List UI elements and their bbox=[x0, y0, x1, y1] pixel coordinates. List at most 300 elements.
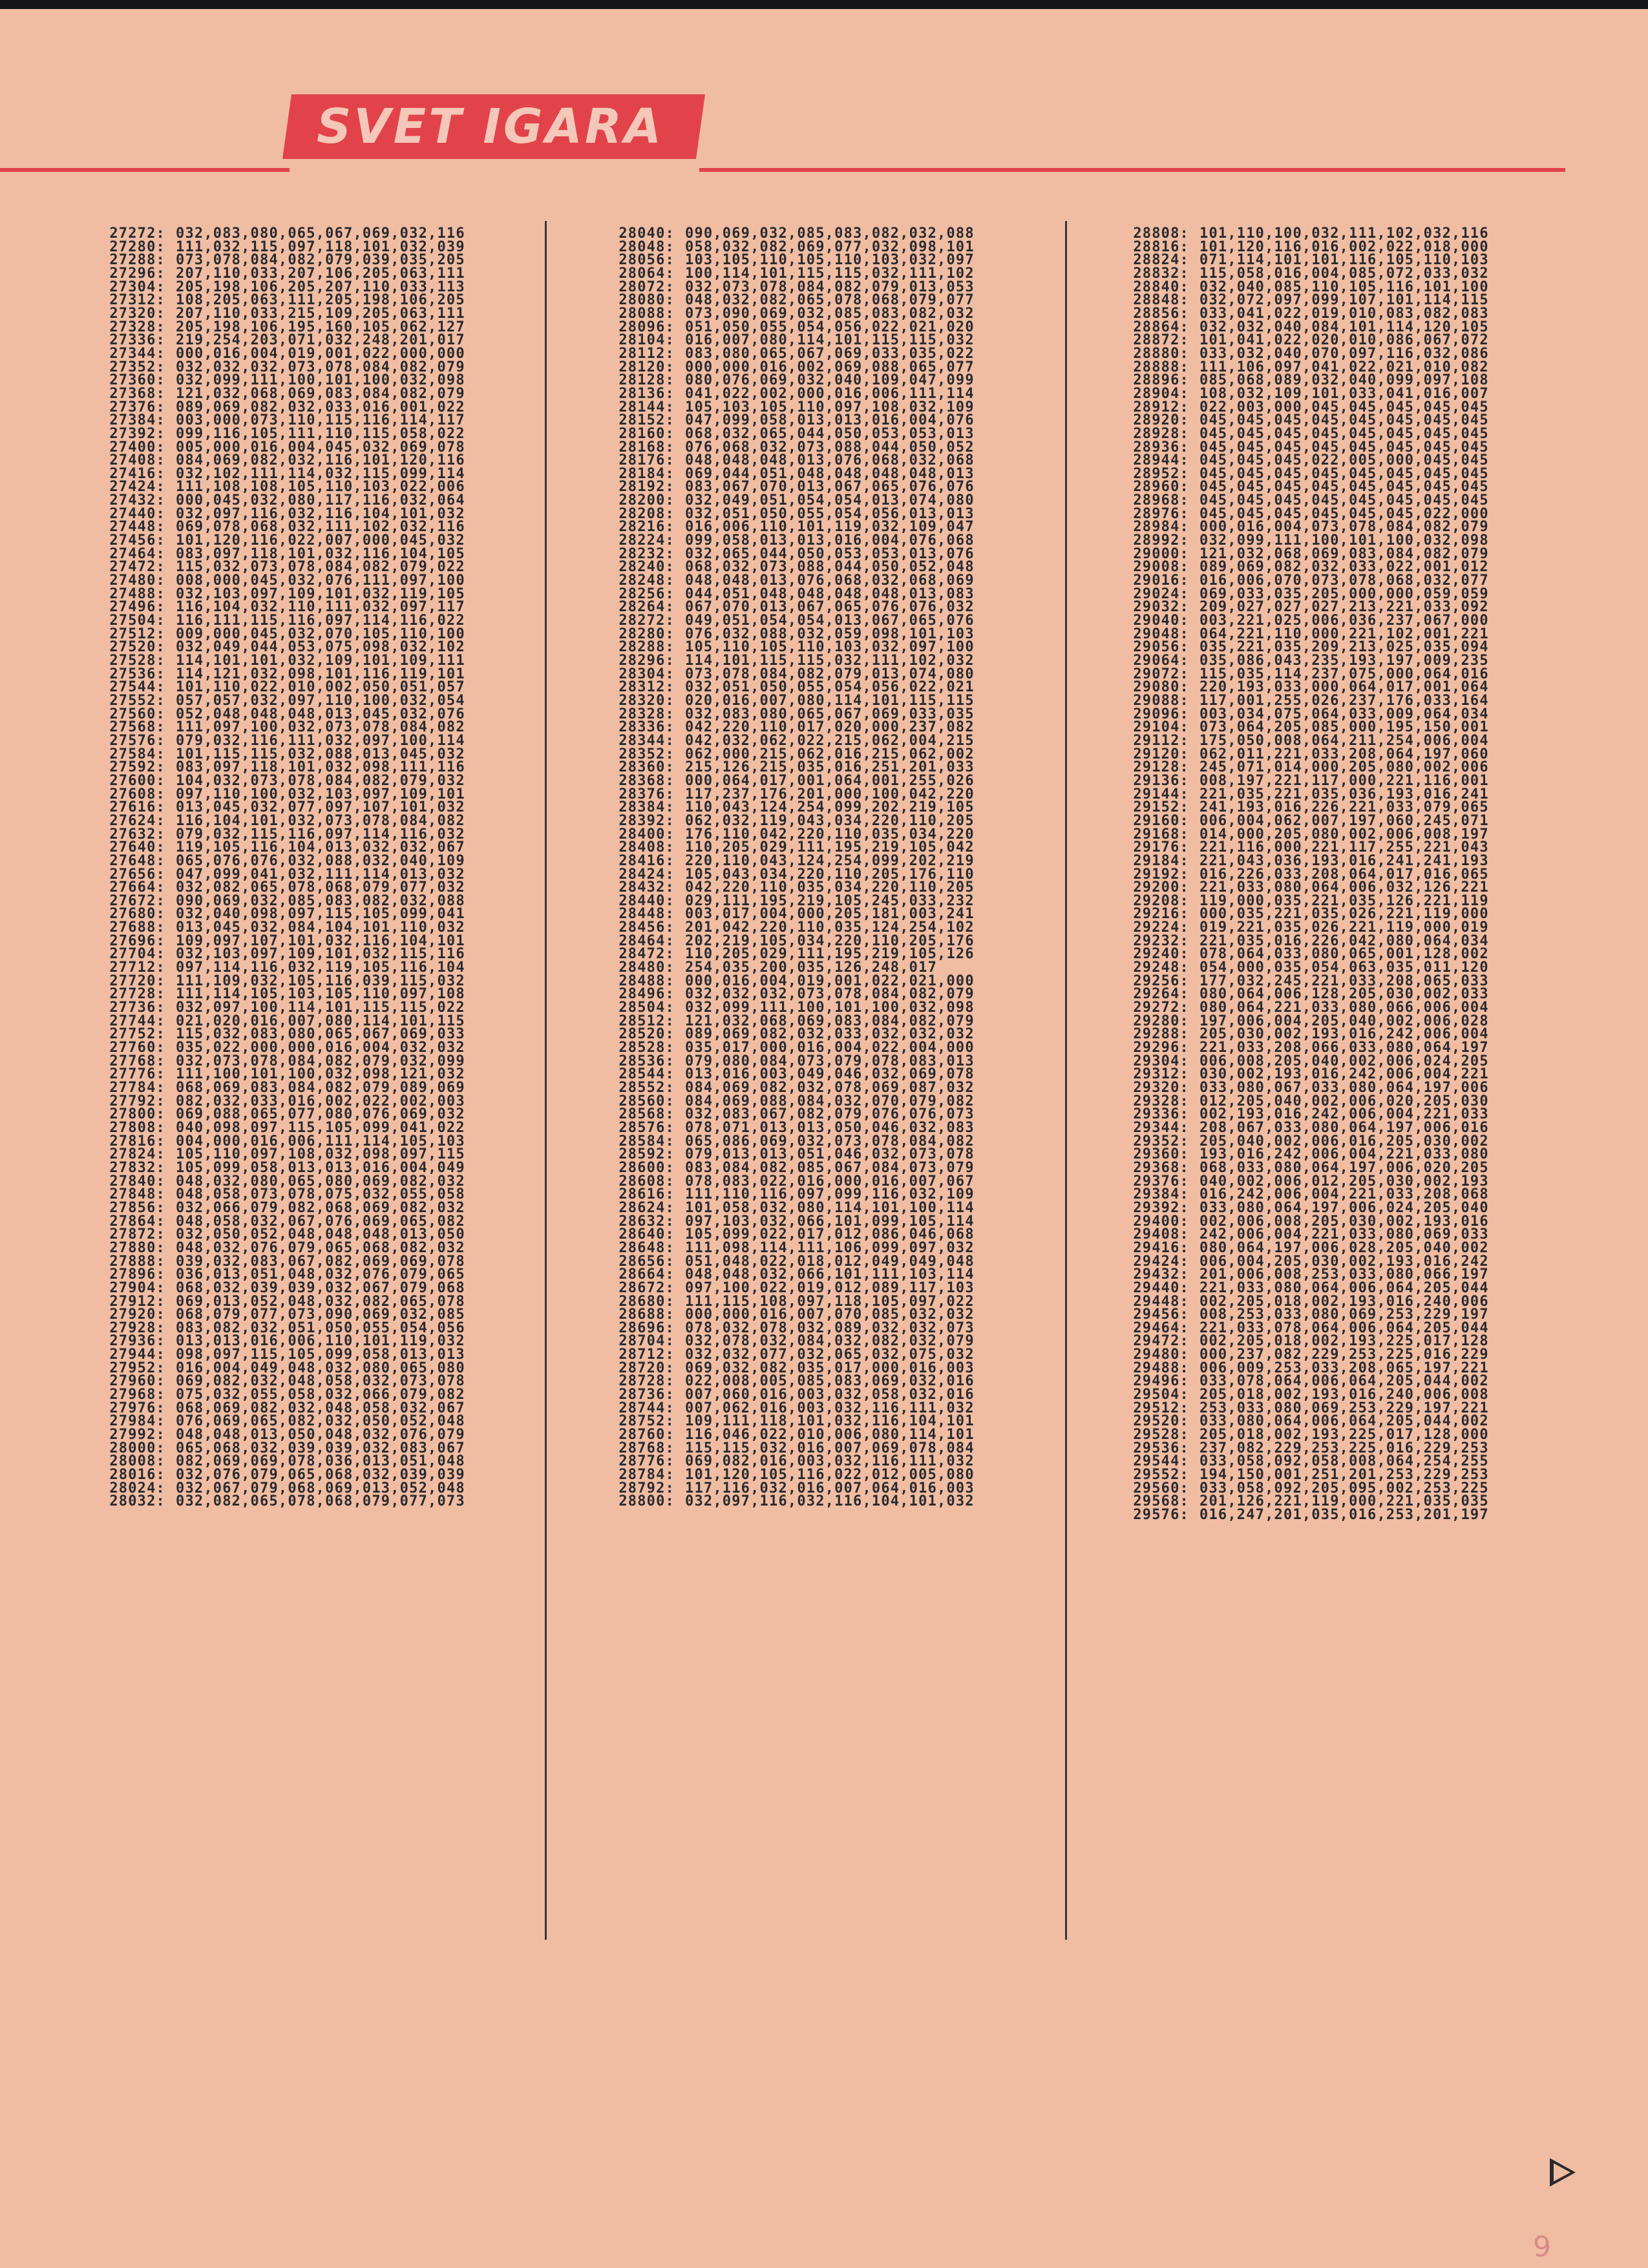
row-address: 28464: bbox=[618, 932, 675, 949]
row-address: 29424: bbox=[1133, 1253, 1189, 1270]
row-bytes: 007,060,016,003,032,058,032,016 bbox=[685, 1387, 975, 1403]
row-address: 27824: bbox=[109, 1146, 165, 1163]
row-bytes: 116,104,101,032,073,078,084,082 bbox=[176, 812, 465, 829]
row-address: 29488: bbox=[1133, 1360, 1189, 1376]
row-address: 27744: bbox=[109, 1013, 165, 1029]
row-bytes: 114,101,115,115,032,111,102,032 bbox=[685, 653, 975, 669]
row-bytes: 048,058,032,067,076,069,065,082 bbox=[176, 1213, 465, 1230]
row-bytes: 111,106,097,041,022,021,010,082 bbox=[1199, 359, 1489, 375]
row-bytes: 111,110,116,097,099,116,032,109 bbox=[685, 1186, 975, 1203]
row-address: 28960: bbox=[1133, 479, 1189, 496]
row-bytes: 032,076,079,065,068,032,039,039 bbox=[176, 1467, 465, 1484]
row-bytes: 000,237,082,229,253,225,016,229 bbox=[1199, 1347, 1489, 1363]
row-address: 28680: bbox=[618, 1293, 675, 1310]
row-bytes: 032,040,098,097,115,105,099,041 bbox=[176, 906, 465, 923]
row-address: 28056: bbox=[618, 252, 675, 269]
row-bytes: 033,080,064,006,064,205,044,002 bbox=[1199, 1413, 1489, 1430]
row-address: 28864: bbox=[1133, 319, 1189, 335]
row-address: 29224: bbox=[1133, 919, 1189, 936]
row-bytes: 237,082,229,253,225,016,229,253 bbox=[1199, 1440, 1489, 1456]
row-address: 27816: bbox=[109, 1133, 165, 1150]
row-address: 27576: bbox=[109, 732, 165, 749]
row-bytes: 008,253,033,080,069,253,229,197 bbox=[1199, 1307, 1489, 1323]
row-address: 28272: bbox=[618, 613, 675, 629]
row-bytes: 032,051,050,055,054,056,022,021 bbox=[685, 679, 975, 696]
row-bytes: 041,022,002,000,016,006,111,114 bbox=[685, 385, 975, 402]
row-address: 27936: bbox=[109, 1333, 165, 1350]
row-address: 29128: bbox=[1133, 759, 1189, 776]
row-address: 28584: bbox=[618, 1133, 675, 1150]
row-address: 29576: bbox=[1133, 1507, 1189, 1523]
row-address: 27648: bbox=[109, 852, 165, 869]
row-address: 28360: bbox=[618, 759, 675, 776]
row-address: 28440: bbox=[618, 892, 675, 909]
row-address: 27752: bbox=[109, 1026, 165, 1043]
row-address: 28728: bbox=[618, 1373, 675, 1390]
row-address: 29248: bbox=[1133, 960, 1189, 976]
row-address: 28320: bbox=[618, 692, 675, 709]
row-bytes: 083,082,032,051,050,055,054,056 bbox=[176, 1319, 465, 1336]
row-bytes: 241,193,016,226,221,033,079,065 bbox=[1199, 799, 1489, 816]
row-bytes: 116,046,022,010,006,080,114,101 bbox=[685, 1427, 975, 1444]
row-address: 27528: bbox=[109, 653, 165, 669]
row-bytes: 215,126,215,035,016,251,201,033 bbox=[685, 759, 975, 776]
row-address: 28424: bbox=[618, 866, 675, 883]
row-bytes: 101,110,022,010,002,050,051,057 bbox=[176, 679, 465, 696]
row-address: 28552: bbox=[618, 1080, 675, 1096]
row-bytes: 032,083,080,065,067,069,033,035 bbox=[685, 706, 975, 722]
row-bytes: 090,069,032,085,083,082,032,088 bbox=[176, 892, 465, 909]
row-address: 28072: bbox=[618, 278, 675, 295]
row-address: 29000: bbox=[1133, 545, 1189, 562]
row-bytes: 176,110,042,220,110,035,034,220 bbox=[685, 826, 975, 843]
row-address: 29296: bbox=[1133, 1040, 1189, 1056]
row-address: 27296: bbox=[109, 265, 165, 282]
row-address: 29112: bbox=[1133, 732, 1189, 749]
row-address: 28032: bbox=[109, 1493, 165, 1510]
row-bytes: 068,032,073,088,044,050,052,048 bbox=[685, 559, 975, 576]
row-address: 28304: bbox=[618, 666, 675, 682]
row-bytes: 071,114,101,101,116,105,110,103 bbox=[1199, 252, 1489, 269]
row-bytes: 117,001,255,026,237,176,033,164 bbox=[1199, 692, 1489, 709]
listing-column-2 bbox=[548, 227, 1042, 1509]
row-bytes: 221,035,221,035,036,193,016,241 bbox=[1199, 786, 1489, 803]
row-bytes: 101,120,116,016,002,022,018,000 bbox=[1199, 238, 1489, 255]
row-bytes: 002,193,016,242,006,004,221,033 bbox=[1199, 1106, 1489, 1123]
row-address: 28008: bbox=[109, 1453, 165, 1470]
row-bytes: 062,000,215,062,016,215,062,002 bbox=[685, 746, 975, 762]
row-address: 28608: bbox=[618, 1173, 675, 1190]
row-bytes: 030,002,193,016,242,006,004,221 bbox=[1199, 1066, 1489, 1083]
row-address: 27456: bbox=[109, 532, 165, 549]
row-address: 28184: bbox=[618, 465, 675, 482]
row-address: 28368: bbox=[618, 772, 675, 789]
row-bytes: 111,109,032,105,116,039,115,032 bbox=[176, 972, 465, 989]
row-address: 28528: bbox=[618, 1040, 675, 1056]
row-address: 28744: bbox=[618, 1400, 675, 1416]
row-address: 28256: bbox=[618, 585, 675, 602]
listing-column-1 bbox=[39, 227, 533, 1509]
row-address: 27672: bbox=[109, 892, 165, 909]
row-bytes: 110,205,029,111,195,219,105,126 bbox=[685, 946, 975, 963]
row-address: 28944: bbox=[1133, 452, 1189, 469]
row-address: 27912: bbox=[109, 1293, 165, 1310]
row-address: 28712: bbox=[618, 1347, 675, 1363]
row-bytes: 207,110,033,207,106,205,063,111 bbox=[176, 265, 465, 282]
row-address: 27680: bbox=[109, 906, 165, 923]
row-address: 27840: bbox=[109, 1173, 165, 1190]
row-bytes: 079,032,115,116,097,114,116,032 bbox=[176, 826, 465, 843]
row-bytes: 020,016,007,080,114,101,115,115 bbox=[685, 692, 975, 709]
row-bytes: 033,041,022,019,010,083,082,083 bbox=[1199, 305, 1489, 322]
row-address: 29272: bbox=[1133, 1000, 1189, 1016]
row-bytes: 110,205,029,111,195,219,105,042 bbox=[685, 839, 975, 856]
row-bytes: 049,051,054,054,013,067,065,076 bbox=[685, 613, 975, 629]
row-address: 28488: bbox=[618, 972, 675, 989]
row-bytes: 040,002,006,012,205,030,002,193 bbox=[1199, 1173, 1489, 1190]
row-bytes: 083,084,082,085,067,084,073,079 bbox=[685, 1159, 975, 1176]
row-bytes: 076,069,065,082,032,050,052,048 bbox=[176, 1413, 465, 1430]
row-bytes: 032,099,111,100,101,100,032,098 bbox=[685, 1000, 975, 1016]
row-address: 28848: bbox=[1133, 292, 1189, 309]
row-address: 29088: bbox=[1133, 692, 1189, 709]
row-address: 29264: bbox=[1133, 986, 1189, 1003]
row-bytes: 045,045,045,045,045,045,045,045 bbox=[1199, 465, 1489, 482]
row-address: 29312: bbox=[1133, 1066, 1189, 1083]
row-bytes: 115,115,032,016,007,069,078,084 bbox=[685, 1440, 975, 1456]
row-address: 29016: bbox=[1133, 572, 1189, 589]
row-address: 28632: bbox=[618, 1213, 675, 1230]
row-bytes: 115,035,114,237,075,000,064,016 bbox=[1199, 666, 1489, 682]
row-address: 27488: bbox=[109, 585, 165, 602]
row-address: 29472: bbox=[1133, 1333, 1189, 1350]
row-address: 28592: bbox=[618, 1146, 675, 1163]
row-bytes: 109,097,107,101,032,116,104,101 bbox=[176, 932, 465, 949]
row-address: 27888: bbox=[109, 1253, 165, 1270]
row-bytes: 075,032,055,058,032,066,079,082 bbox=[176, 1387, 465, 1403]
row-bytes: 116,111,115,116,097,114,116,022 bbox=[176, 613, 465, 629]
row-address: 27832: bbox=[109, 1159, 165, 1176]
row-address: 27416: bbox=[109, 465, 165, 482]
row-bytes: 036,013,051,048,032,076,079,065 bbox=[176, 1266, 465, 1283]
row-address: 27848: bbox=[109, 1186, 165, 1203]
row-address: 27600: bbox=[109, 772, 165, 789]
row-address: 28544: bbox=[618, 1066, 675, 1083]
row-address: 28784: bbox=[618, 1467, 675, 1484]
row-bytes: 047,099,041,032,111,114,013,032 bbox=[176, 866, 465, 883]
row-bytes: 068,079,077,073,090,069,032,085 bbox=[176, 1307, 465, 1323]
row-bytes: 121,032,068,069,083,084,082,079 bbox=[685, 1013, 975, 1029]
row-address: 29528: bbox=[1133, 1427, 1189, 1444]
row-address: 28992: bbox=[1133, 532, 1189, 549]
row-bytes: 209,027,027,027,213,221,033,092 bbox=[1199, 599, 1489, 616]
row-bytes: 016,004,049,048,032,080,065,080 bbox=[176, 1360, 465, 1376]
row-address: 29352: bbox=[1133, 1133, 1189, 1150]
row-bytes: 111,115,108,097,118,105,097,022 bbox=[685, 1293, 975, 1310]
row-bytes: 089,069,082,032,033,022,001,012 bbox=[1199, 559, 1489, 576]
row-address: 28192: bbox=[618, 479, 675, 496]
row-bytes: 032,099,111,100,101,100,032,098 bbox=[176, 372, 465, 389]
row-address: 29096: bbox=[1133, 706, 1189, 722]
row-bytes: 097,100,022,019,012,089,117,103 bbox=[685, 1279, 975, 1296]
row-bytes: 101,041,022,020,010,086,067,072 bbox=[1199, 332, 1489, 349]
row-address: 27616: bbox=[109, 799, 165, 816]
row-bytes: 121,032,068,069,083,084,082,079 bbox=[176, 385, 465, 402]
row-address: 28384: bbox=[618, 799, 675, 816]
row-address: 28856: bbox=[1133, 305, 1189, 322]
row-bytes: 054,000,035,054,063,035,011,120 bbox=[1199, 960, 1489, 976]
row-address: 27352: bbox=[109, 359, 165, 375]
row-bytes: 048,048,013,050,048,032,076,079 bbox=[176, 1427, 465, 1444]
row-bytes: 000,016,004,019,001,022,000,000 bbox=[176, 345, 465, 362]
row-bytes: 110,043,124,254,099,202,219,105 bbox=[685, 799, 975, 816]
row-bytes: 016,007,080,114,101,115,115,032 bbox=[685, 332, 975, 349]
row-bytes: 207,110,033,215,109,205,063,111 bbox=[176, 305, 465, 322]
row-address: 29072: bbox=[1133, 666, 1189, 682]
row-bytes: 068,069,083,084,082,079,089,069 bbox=[176, 1080, 465, 1096]
row-address: 28800: bbox=[618, 1493, 675, 1510]
row-bytes: 076,068,032,073,088,044,050,052 bbox=[685, 439, 975, 456]
row-bytes: 045,045,045,045,045,045,045,045 bbox=[1199, 439, 1489, 456]
row-address: 27704: bbox=[109, 946, 165, 963]
row-address: 27760: bbox=[109, 1040, 165, 1056]
row-bytes: 115,032,073,078,084,082,079,022 bbox=[176, 559, 465, 576]
row-bytes: 069,044,051,048,048,048,048,013 bbox=[685, 465, 975, 482]
row-address: 28456: bbox=[618, 919, 675, 936]
row-bytes: 033,058,092,205,095,002,253,225 bbox=[1199, 1480, 1489, 1496]
row-bytes: 078,064,033,080,065,001,128,002 bbox=[1199, 946, 1489, 963]
row-bytes: 079,032,116,111,032,097,100,114 bbox=[176, 732, 465, 749]
row-bytes: 111,098,114,111,106,099,097,032 bbox=[685, 1239, 975, 1256]
row-address: 27624: bbox=[109, 812, 165, 829]
row-address: 28768: bbox=[618, 1440, 675, 1456]
row-bytes: 013,016,003,049,046,032,069,078 bbox=[685, 1066, 975, 1083]
row-address: 27472: bbox=[109, 559, 165, 576]
row-address: 29048: bbox=[1133, 625, 1189, 642]
row-address: 27392: bbox=[109, 425, 165, 442]
row-bytes: 039,032,083,067,082,069,069,078 bbox=[176, 1253, 465, 1270]
row-address: 27536: bbox=[109, 666, 165, 682]
row-address: 29176: bbox=[1133, 839, 1189, 856]
row-address: 28760: bbox=[618, 1427, 675, 1444]
page-number: 9 bbox=[1533, 2231, 1551, 2263]
row-bytes: 084,069,082,032,116,101,120,116 bbox=[176, 452, 465, 469]
row-bytes: 115,058,016,004,085,072,033,032 bbox=[1199, 265, 1489, 282]
row-bytes: 048,058,073,078,075,032,055,058 bbox=[176, 1186, 465, 1203]
row-address: 28336: bbox=[618, 719, 675, 736]
row-address: 27544: bbox=[109, 679, 165, 696]
row-bytes: 032,103,097,109,101,032,115,116 bbox=[176, 946, 465, 963]
row-bytes: 000,000,016,007,070,085,032,032 bbox=[685, 1307, 975, 1323]
row-bytes: 099,116,105,111,110,115,058,022 bbox=[176, 425, 465, 442]
row-bytes: 048,048,032,066,101,111,103,114 bbox=[685, 1266, 975, 1283]
row-address: 29320: bbox=[1133, 1080, 1189, 1096]
row-bytes: 032,032,040,084,101,114,120,105 bbox=[1199, 319, 1489, 335]
row-address: 28400: bbox=[618, 826, 675, 843]
row-bytes: 032,050,052,048,048,048,013,050 bbox=[176, 1226, 465, 1243]
row-address: 27720: bbox=[109, 972, 165, 989]
row-bytes: 048,032,082,065,078,068,079,077 bbox=[685, 292, 975, 309]
row-address: 29448: bbox=[1133, 1293, 1189, 1310]
row-bytes: 205,030,002,193,016,242,006,004 bbox=[1199, 1026, 1489, 1043]
row-bytes: 035,221,035,209,213,025,035,094 bbox=[1199, 639, 1489, 656]
row-address: 27560: bbox=[109, 706, 165, 722]
row-address: 28040: bbox=[618, 226, 675, 242]
row-bytes: 201,126,221,119,000,221,035,035 bbox=[1199, 1493, 1489, 1510]
next-page-arrow-icon bbox=[1550, 2158, 1576, 2187]
row-bytes: 003,000,073,110,115,116,114,117 bbox=[176, 412, 465, 429]
row-bytes: 032,097,116,032,116,104,101,032 bbox=[685, 1493, 975, 1510]
row-bytes: 078,071,013,013,050,046,032,083 bbox=[685, 1119, 975, 1136]
row-bytes: 002,205,018,002,193,016,240,006 bbox=[1199, 1293, 1489, 1310]
row-address: 28888: bbox=[1133, 359, 1189, 375]
row-address: 29216: bbox=[1133, 906, 1189, 923]
row-address: 28704: bbox=[618, 1333, 675, 1350]
row-address: 27568: bbox=[109, 719, 165, 736]
row-address: 27360: bbox=[109, 372, 165, 389]
row-bytes: 104,032,073,078,084,082,079,032 bbox=[176, 772, 465, 789]
row-bytes: 201,042,220,110,035,124,254,102 bbox=[685, 919, 975, 936]
row-bytes: 033,078,064,006,064,205,044,002 bbox=[1199, 1373, 1489, 1390]
row-address: 28200: bbox=[618, 492, 675, 509]
row-bytes: 022,008,005,085,083,069,032,016 bbox=[685, 1373, 975, 1390]
row-bytes: 089,069,082,032,033,032,032,032 bbox=[685, 1026, 975, 1043]
row-bytes: 048,032,076,079,065,068,082,032 bbox=[176, 1239, 465, 1256]
row-address: 28576: bbox=[618, 1119, 675, 1136]
row-address: 27808: bbox=[109, 1119, 165, 1136]
row-address: 28664: bbox=[618, 1266, 675, 1283]
row-address: 29440: bbox=[1133, 1279, 1189, 1296]
row-bytes: 033,080,064,197,006,024,205,040 bbox=[1199, 1199, 1489, 1216]
row-bytes: 013,045,032,077,097,107,101,032 bbox=[176, 799, 465, 816]
row-address: 28088: bbox=[618, 305, 675, 322]
row-bytes: 099,058,013,013,016,004,076,068 bbox=[685, 532, 975, 549]
row-bytes: 032,065,044,050,053,053,013,076 bbox=[685, 545, 975, 562]
row-bytes: 109,111,118,101,032,116,104,101 bbox=[685, 1413, 975, 1430]
row-address: 27800: bbox=[109, 1106, 165, 1123]
row-address: 27320: bbox=[109, 305, 165, 322]
row-bytes: 033,032,040,070,097,116,032,086 bbox=[1199, 345, 1489, 362]
row-bytes: 205,198,106,205,207,110,033,113 bbox=[176, 278, 465, 295]
row-bytes: 080,076,069,032,040,109,047,099 bbox=[685, 372, 975, 389]
row-address: 27336: bbox=[109, 332, 165, 349]
row-bytes: 089,069,082,032,033,016,001,022 bbox=[176, 399, 465, 415]
row-bytes: 065,076,076,032,088,032,040,109 bbox=[176, 852, 465, 869]
row-address: 27448: bbox=[109, 519, 165, 536]
row-bytes: 003,221,025,006,036,237,067,000 bbox=[1199, 613, 1489, 629]
row-bytes: 068,033,080,064,197,006,020,205 bbox=[1199, 1159, 1489, 1176]
row-address: 27384: bbox=[109, 412, 165, 429]
row-bytes: 105,099,022,017,012,086,046,068 bbox=[685, 1226, 975, 1243]
row-address: 28160: bbox=[618, 425, 675, 442]
row-address: 29384: bbox=[1133, 1186, 1189, 1203]
row-address: 27440: bbox=[109, 505, 165, 522]
row-bytes: 006,004,205,030,002,193,016,242 bbox=[1199, 1253, 1489, 1270]
row-bytes: 000,035,221,035,026,221,119,000 bbox=[1199, 906, 1489, 923]
row-address: 28432: bbox=[618, 879, 675, 896]
row-bytes: 000,045,032,080,117,116,032,064 bbox=[176, 492, 465, 509]
row-address: 29400: bbox=[1133, 1213, 1189, 1230]
row-bytes: 003,017,004,000,205,181,003,241 bbox=[685, 906, 975, 923]
row-bytes: 220,110,043,124,254,099,202,219 bbox=[685, 852, 975, 869]
row-address: 28736: bbox=[618, 1387, 675, 1403]
row-bytes: 221,033,208,066,033,080,064,197 bbox=[1199, 1040, 1489, 1056]
row-bytes: 103,105,110,105,110,103,032,097 bbox=[685, 252, 975, 269]
row-bytes: 006,008,205,040,002,006,024,205 bbox=[1199, 1053, 1489, 1069]
row-bytes: 111,108,108,105,110,103,022,006 bbox=[176, 479, 465, 496]
row-address: 28024: bbox=[109, 1480, 165, 1496]
row-bytes: 105,099,058,013,013,016,004,049 bbox=[176, 1159, 465, 1176]
row-address: 28840: bbox=[1133, 278, 1189, 295]
row-address: 28352: bbox=[618, 746, 675, 762]
row-address: 27656: bbox=[109, 866, 165, 883]
row-bytes: 069,088,065,077,080,076,069,032 bbox=[176, 1106, 465, 1123]
row-bytes: 117,237,176,201,000,100,042,220 bbox=[685, 786, 975, 803]
row-address: 29192: bbox=[1133, 866, 1189, 883]
row-bytes: 014,000,205,080,002,006,008,197 bbox=[1199, 826, 1489, 843]
row-bytes: 073,090,069,032,085,083,082,032 bbox=[685, 305, 975, 322]
row-address: 29056: bbox=[1133, 639, 1189, 656]
row-bytes: 084,069,082,032,078,069,087,032 bbox=[685, 1080, 975, 1096]
row-bytes: 032,082,065,078,068,079,077,073 bbox=[176, 1493, 465, 1510]
row-bytes: 040,098,097,115,105,099,041,022 bbox=[176, 1119, 465, 1136]
row-bytes: 008,000,045,032,076,111,097,100 bbox=[176, 572, 465, 589]
row-bytes: 105,043,034,220,110,205,176,110 bbox=[685, 866, 975, 883]
row-address: 28128: bbox=[618, 372, 675, 389]
row-address: 28176: bbox=[618, 452, 675, 469]
row-address: 27896: bbox=[109, 1266, 165, 1283]
row-bytes: 119,105,116,104,013,032,032,067 bbox=[176, 839, 465, 856]
row-address: 29520: bbox=[1133, 1413, 1189, 1430]
row-bytes: 084,069,088,084,032,070,079,082 bbox=[685, 1093, 975, 1109]
row-bytes: 111,100,101,100,032,098,121,032 bbox=[176, 1066, 465, 1083]
row-bytes: 000,016,004,019,001,022,021,000 bbox=[685, 972, 975, 989]
row-bytes: 013,013,016,006,110,101,119,032 bbox=[176, 1333, 465, 1350]
row-bytes: 006,004,062,007,197,060,245,071 bbox=[1199, 812, 1489, 829]
row-bytes: 032,103,097,109,101,032,119,105 bbox=[176, 585, 465, 602]
row-address: 28216: bbox=[618, 519, 675, 536]
row-bytes: 032,099,111,100,101,100,032,098 bbox=[1199, 532, 1489, 549]
row-bytes: 047,099,058,013,013,016,004,076 bbox=[685, 412, 975, 429]
row-bytes: 111,114,105,103,105,110,097,108 bbox=[176, 986, 465, 1003]
row-address: 29560: bbox=[1133, 1480, 1189, 1496]
column-divider bbox=[545, 221, 547, 1940]
row-bytes: 042,220,110,017,020,000,237,082 bbox=[685, 719, 975, 736]
row-address: 29536: bbox=[1133, 1440, 1189, 1456]
row-bytes: 044,051,048,048,048,048,013,083 bbox=[685, 585, 975, 602]
row-address: 27272: bbox=[109, 226, 165, 242]
row-address: 29232: bbox=[1133, 932, 1189, 949]
row-address: 29464: bbox=[1133, 1319, 1189, 1336]
row-address: 28480: bbox=[618, 960, 675, 976]
row-bytes: 051,048,022,018,012,049,049,048 bbox=[685, 1253, 975, 1270]
row-address: 29032: bbox=[1133, 599, 1189, 616]
row-address: 27928: bbox=[109, 1319, 165, 1336]
row-address: 28920: bbox=[1133, 412, 1189, 429]
row-bytes: 045,045,045,045,045,045,045,045 bbox=[1199, 412, 1489, 429]
row-bytes: 100,114,101,115,115,032,111,102 bbox=[685, 265, 975, 282]
row-address: 28832: bbox=[1133, 265, 1189, 282]
row-address: 27872: bbox=[109, 1226, 165, 1243]
row-bytes: 057,057,032,097,110,100,032,054 bbox=[176, 692, 465, 709]
row-bytes: 090,069,032,085,083,082,032,088 bbox=[685, 226, 975, 242]
row-address: 29288: bbox=[1133, 1026, 1189, 1043]
row-address: 27976: bbox=[109, 1400, 165, 1416]
row-address: 27768: bbox=[109, 1053, 165, 1069]
row-bytes: 083,067,070,013,067,065,076,076 bbox=[685, 479, 975, 496]
row-bytes: 019,221,035,026,221,119,000,019 bbox=[1199, 919, 1489, 936]
row-bytes: 069,078,068,032,111,102,032,116 bbox=[176, 519, 465, 536]
